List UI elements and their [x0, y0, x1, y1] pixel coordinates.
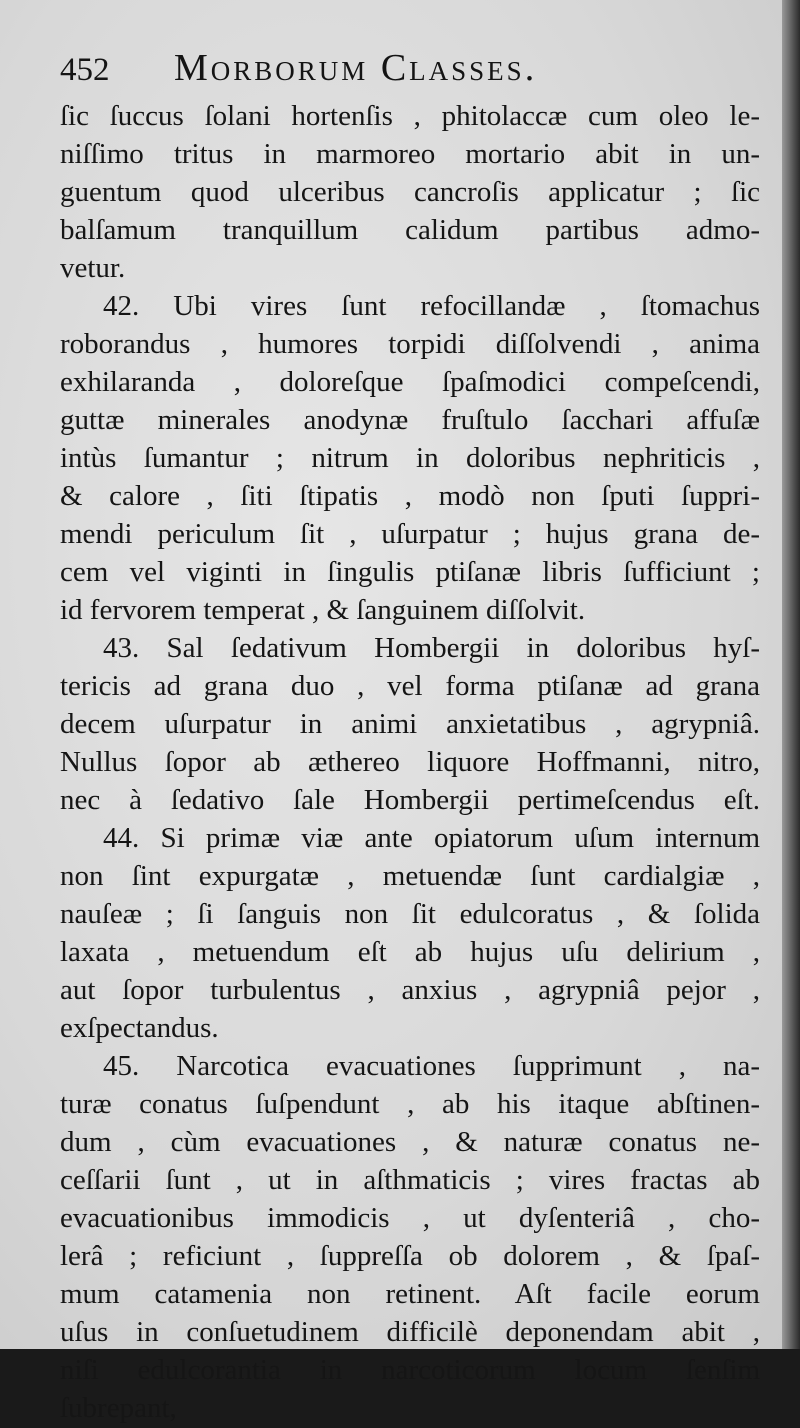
- text-line: Nullus ſopor ab æthereo liquore Hoffmanni, nitro,: [60, 746, 760, 778]
- page-header: [60, 46, 760, 96]
- text-line: niſi edulcorantia in narcoticorum locum ſenſim: [60, 1354, 760, 1386]
- text-line: intùs ſumantur ; nitrum in doloribus nephriticis ,: [60, 442, 760, 474]
- text-line: nauſeæ ; ſi ſanguis non ſit edulcoratus , & ſolida: [60, 898, 760, 930]
- paragraph-42-start: 42. Ubi vires ſunt refocillandæ , ſtomachus: [103, 290, 760, 322]
- text-line: ſubrepant,: [60, 1392, 177, 1424]
- text-line: turæ conatus ſuſpendunt , ab his itaque abſtinen-: [60, 1088, 760, 1120]
- text-line: id fervorem temperat , & ſanguinem diſſolvit.: [60, 594, 586, 626]
- text-line: cem vel viginti in ſingulis ptiſanæ libris ſufficiunt ;: [60, 556, 760, 588]
- text-line: guentum quod ulceribus cancroſis applicatur ; ſic: [60, 176, 760, 208]
- text-line: guttæ minerales anodynæ fruſtulo ſacchari affuſæ: [60, 404, 760, 436]
- paragraph-44-start: 44. Si primæ viæ ante opiatorum uſum internum: [103, 822, 760, 854]
- text-line: exſpectandus.: [60, 1012, 219, 1044]
- text-line: aut ſopor turbulentus , anxius , agrypniâ pejor ,: [60, 974, 760, 1006]
- text-line: dum , cùm evacuationes , & naturæ conatus ne-: [60, 1126, 760, 1158]
- text-line: laxata , metuendum eſt ab hujus uſu delirium ,: [60, 936, 760, 968]
- text-line: lerâ ; reficiunt , ſuppreſſa ob dolorem , & ſpaſ-: [60, 1240, 760, 1272]
- text-line: uſus in conſuetudinem difficilè deponendam abit ,: [60, 1316, 760, 1348]
- text-line: mum catamenia non retinent. Aſt facile eorum: [60, 1278, 760, 1310]
- text-line: non ſint expurgatæ , metuendæ ſunt cardialgiæ ,: [60, 860, 760, 892]
- paragraph-43-start: 43. Sal ſedativum Hombergii in doloribus hyſ-: [103, 632, 760, 664]
- text-line: tericis ad grana duo , vel forma ptiſanæ ad grana: [60, 670, 760, 702]
- text-line: nec à ſedativo ſale Hombergii pertimeſcendus eſt.: [60, 784, 760, 816]
- text-line: & calore , ſiti ſtipatis , modò non ſputi ſuppri-: [60, 480, 760, 512]
- text-line: ſic ſuccus ſolani hortenſis , phitolaccæ cum oleo le-: [60, 100, 760, 132]
- text-line: niſſimo tritus in marmoreo mortario abit in un-: [60, 138, 760, 170]
- text-line: mendi periculum ſit , uſurpatur ; hujus grana de-: [60, 518, 760, 550]
- page-number: 452: [60, 52, 110, 88]
- text-line: roborandus , humores torpidi diſſolvendi , anima: [60, 328, 760, 360]
- text-line: exhilaranda , doloreſque ſpaſmodici compeſcendi,: [60, 366, 760, 398]
- running-head: Morborum Classes.: [174, 47, 538, 89]
- text-line: evacuationibus immodicis , ut dyſenteriâ , cho-: [60, 1202, 760, 1234]
- text-line: ceſſarii ſunt , ut in aſthmaticis ; vires fractas ab: [60, 1164, 760, 1196]
- text-line: balſamum tranquillum calidum partibus admo-: [60, 214, 760, 246]
- text-line: decem uſurpatur in animi anxietatibus , agrypniâ.: [60, 708, 760, 740]
- text-line: vetur.: [60, 252, 126, 284]
- page-edge-shadow: [782, 0, 800, 1349]
- paragraph-45-start: 45. Narcotica evacuationes ſupprimunt , na-: [103, 1050, 760, 1082]
